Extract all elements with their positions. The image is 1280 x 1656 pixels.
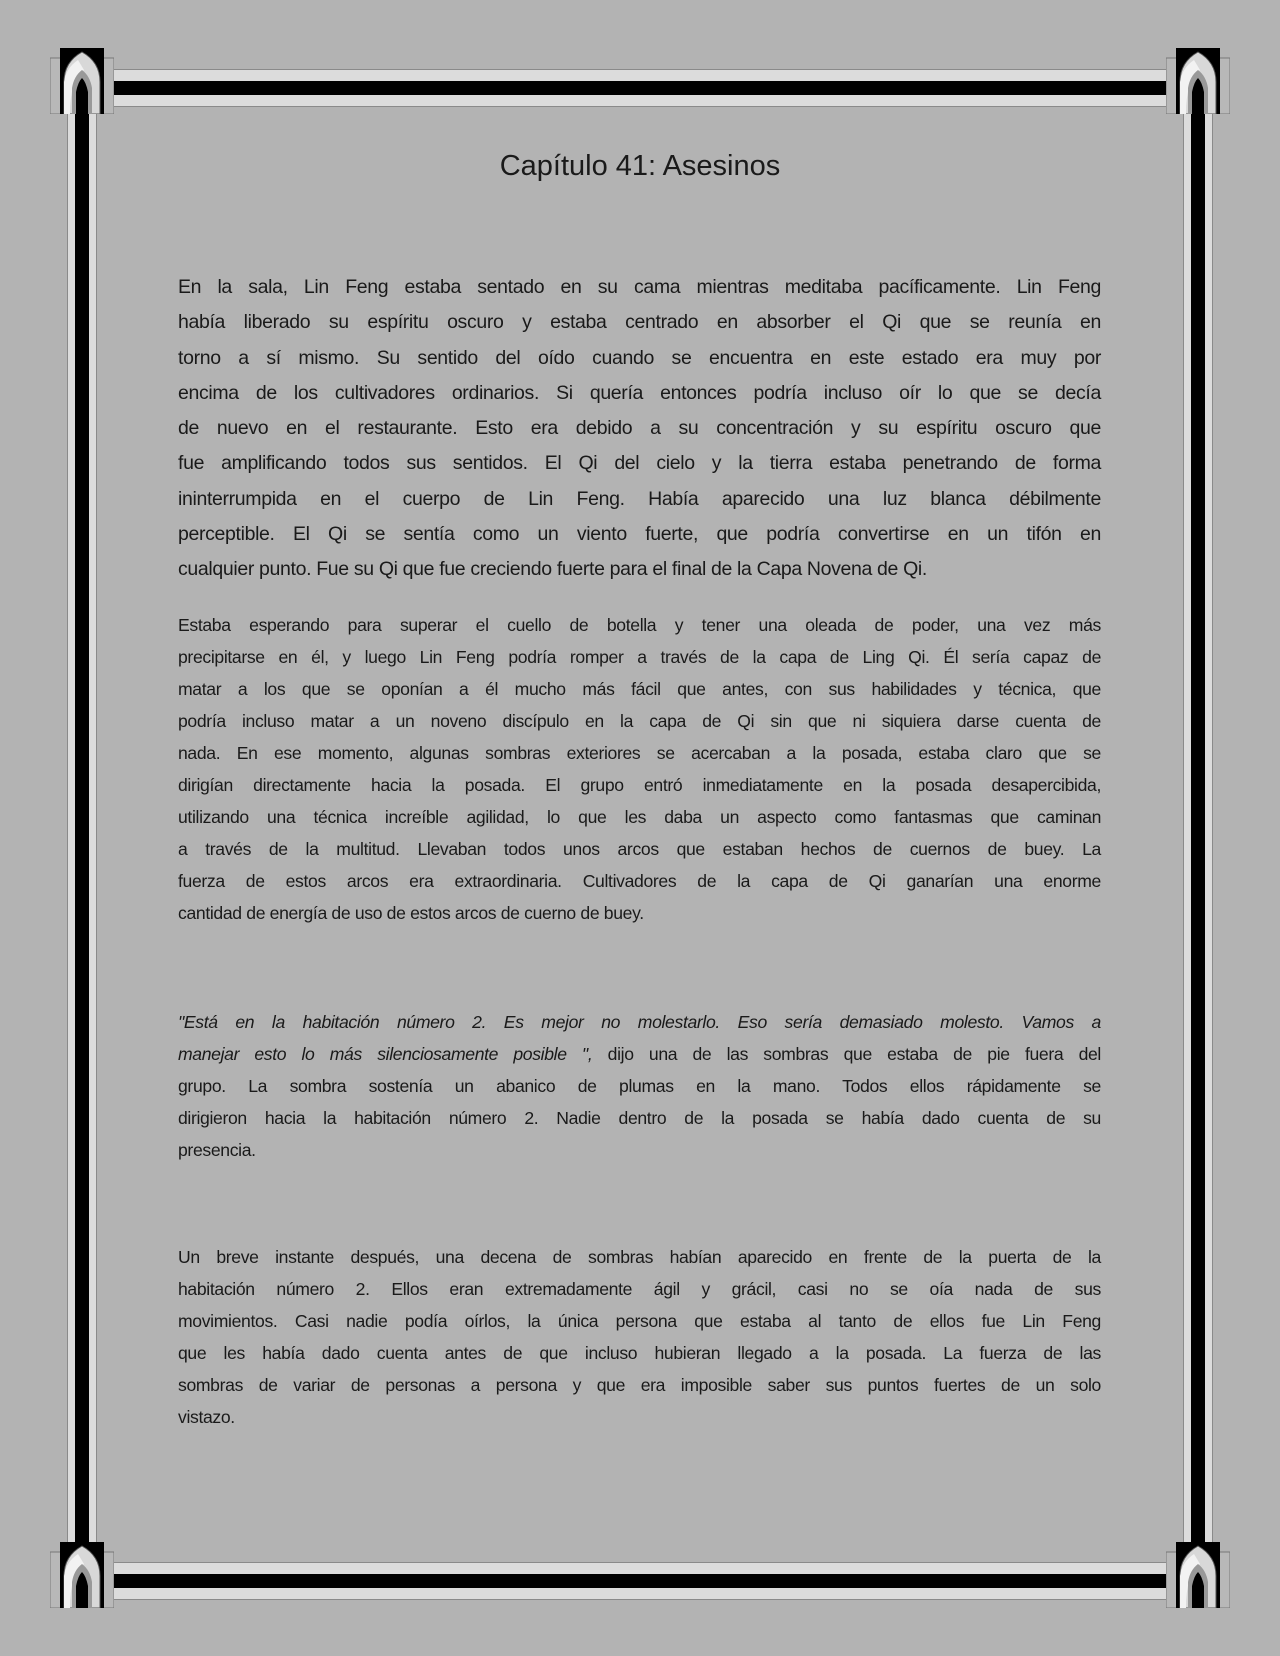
text-line: utilizando una técnica increíble agilidad, lo que les daba un aspecto como fantasmas que caminan <box>178 807 1101 827</box>
text-line: nada. En ese momento, algunas sombras exteriores se acercaban a la posada, estaba claro que se <box>178 743 1101 763</box>
text-line: Estaba esperando para superar el cuello de botella y tener una oleada de poder, una vez más <box>178 615 1101 635</box>
text-line: podría incluso matar a un noveno discípulo en la capa de Qi sin que ni siquiera darse cuenta de <box>178 711 1101 731</box>
text-line: habitación número 2. Ellos eran extremadamente ágil y grácil, casi no se oía nada de sus <box>178 1279 1101 1299</box>
text-line: "Está en la habitación número 2. Es mejor no molestarlo. Eso sería demasiado molesto. Vamos a <box>178 1012 1101 1032</box>
text-line: presencia. <box>178 1140 256 1160</box>
text-line: torno a sí mismo. Su sentido del oído cuando se encuentra en este estado era muy por <box>178 346 1101 369</box>
text-line: ininterrumpida en el cuerpo de Lin Feng. Había aparecido una luz blanca débilmente <box>178 487 1101 510</box>
text-line: matar a los que se oponían a él mucho más fácil que antes, con sus habilidades y técnica, que <box>178 679 1101 699</box>
corner-ornament-icon <box>50 48 114 114</box>
text-line: cantidad de energía de uso de estos arcos de cuerno de buey. <box>178 903 644 923</box>
narration: dijo una de las sombras que estaba de pie fuera del <box>592 1044 1101 1064</box>
text-line: dirigieron hacia la habitación número 2. Nadie dentro de la posada se había dado cuenta de su <box>178 1108 1101 1128</box>
paragraph-4 <box>178 1241 1101 1433</box>
corner-ornament-icon <box>1166 1542 1230 1608</box>
frame-top-band <box>100 69 1180 107</box>
text-line: fuerza de estos arcos era extraordinaria. Cultivadores de la capa de Qi ganarían una enorme <box>178 871 1101 891</box>
frame-left-band <box>67 100 97 1556</box>
paragraph-3 <box>178 1006 1101 1166</box>
text-line: movimientos. Casi nadie podía oírlos, la única persona que estaba al tanto de ellos fue Lin Feng <box>178 1311 1101 1331</box>
text-line: fue amplificando todos sus sentidos. El Qi del cielo y la tierra estaba penetrando de forma <box>178 452 1101 475</box>
chapter-title: Capítulo 41: Asesinos <box>499 150 781 182</box>
text-line: dirigían directamente hacia la posada. El grupo entró inmediatamente en la posada desapercibida, <box>178 775 1101 795</box>
text-line: había liberado su espíritu oscuro y estaba centrado en absorber el Qi que se reunía en <box>178 311 1101 334</box>
text-line: vistazo. <box>178 1407 235 1427</box>
text-line: perceptible. El Qi se sentía como un viento fuerte, que podría convertirse en un tifón en <box>178 523 1101 546</box>
text-line: encima de los cultivadores ordinarios. Si quería entonces podría incluso oír lo que se decía <box>178 381 1101 404</box>
text-line: grupo. La sombra sostenía un abanico de plumas en la mano. Todos ellos rápidamente se <box>178 1076 1101 1096</box>
text-line: a través de la multitud. Llevaban todos unos arcos que estaban hechos de cuernos de buey. La <box>178 839 1101 859</box>
text-line <box>178 1038 1101 1070</box>
text-line: sombras de variar de personas a persona y que era imposible saber sus puntos fuertes de un solo <box>178 1375 1101 1395</box>
text-line: cualquier punto. Fue su Qi que fue creciendo fuerte para el final de la Capa Novena de Qi. <box>178 558 927 581</box>
frame-right-band <box>1183 100 1213 1556</box>
paragraph-1 <box>178 270 1101 588</box>
quoted-speech: manejar esto lo más silenciosamente posible ", <box>178 1044 593 1064</box>
text-line: que les había dado cuenta antes de que incluso hubieran llegado a la posada. La fuerza de las <box>178 1343 1101 1363</box>
frame-bottom-band <box>100 1562 1180 1600</box>
text-line: Un breve instante después, una decena de sombras habían aparecido en frente de la puerta de la <box>178 1247 1101 1267</box>
corner-ornament-icon <box>1166 48 1230 114</box>
text-line: de nuevo en el restaurante. Esto era debido a su concentración y su espíritu oscuro que <box>178 417 1101 440</box>
paragraph-2 <box>178 609 1101 929</box>
corner-ornament-icon <box>50 1542 114 1608</box>
text-line: precipitarse en él, y luego Lin Feng podría romper a través de la capa de Ling Qi. Él sería capaz de <box>178 647 1101 667</box>
text-line: En la sala, Lin Feng estaba sentado en su cama mientras meditaba pacíficamente. Lin Feng <box>178 276 1101 298</box>
